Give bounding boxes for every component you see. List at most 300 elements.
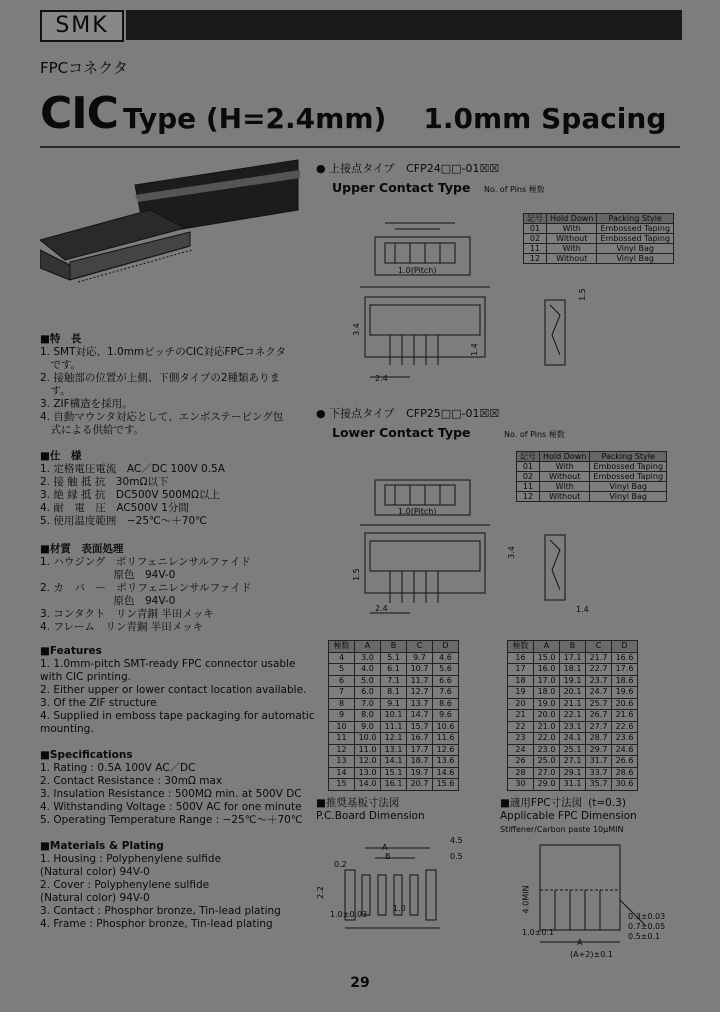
upper-type-en-row xyxy=(332,180,545,195)
table-cell: 4 xyxy=(329,652,355,664)
table-cell: 7.1 xyxy=(381,675,407,687)
table-row xyxy=(517,482,667,492)
table-cell: 27.7 xyxy=(586,721,612,733)
table-cell: 9 xyxy=(329,710,355,722)
table-cell: 17.0 xyxy=(534,675,560,687)
table-cell: 13 xyxy=(329,756,355,768)
table-cell: 25.7 xyxy=(586,698,612,710)
table-cell: 13.6 xyxy=(433,756,459,768)
table-header-cell: A xyxy=(355,641,381,653)
header-bar xyxy=(126,10,682,40)
table-cell: 5.0 xyxy=(355,675,381,687)
table-cell: 12 xyxy=(524,254,547,264)
pcb-title-en: P.C.Board Dimension xyxy=(316,810,425,822)
features-jp-item: 1. SMT対応、1.0mmピッチのCIC対応FPCコネクタ xyxy=(40,346,286,358)
table-cell: 10.1 xyxy=(381,710,407,722)
table-cell: 6.1 xyxy=(381,664,407,676)
table-cell: 20 xyxy=(508,698,534,710)
table-cell: Without xyxy=(540,492,590,502)
table-cell: 16.7 xyxy=(407,733,433,745)
table-cell: 35.7 xyxy=(586,779,612,791)
material-en-item: (Natural color) 94V-0 xyxy=(40,866,150,878)
table-cell: 14 xyxy=(329,767,355,779)
material-en-item: 2. Cover : Polyphenylene sulfide xyxy=(40,879,210,891)
material-jp-heading: ■材質 表面処理 xyxy=(40,543,124,555)
page-title xyxy=(40,88,666,139)
table-cell: 11 xyxy=(329,733,355,745)
table-cell: 4.0 xyxy=(355,664,381,676)
table-cell: 7.0 xyxy=(355,698,381,710)
table-row xyxy=(329,698,459,710)
table-row xyxy=(329,744,459,756)
table-cell: 11 xyxy=(517,482,540,492)
features-jp-item: 2. 接触部の位置が上側、下側タイプの2種類ありま xyxy=(40,372,281,384)
table-cell: Vinyl Bag xyxy=(590,482,667,492)
table-cell: Without xyxy=(547,234,597,244)
pcb-label: 1.0 xyxy=(393,904,406,913)
table-cell: 30.6 xyxy=(612,779,638,791)
table-cell: 28.6 xyxy=(612,767,638,779)
material-en-item: 1. Housing : Polyphenylene sulfide xyxy=(40,853,222,865)
table-row xyxy=(517,472,667,482)
table-cell: 01 xyxy=(517,462,540,472)
table-cell: 20.6 xyxy=(612,698,638,710)
table-cell: 13.7 xyxy=(407,698,433,710)
table-cell: 16 xyxy=(508,652,534,664)
table-cell: 27.0 xyxy=(534,767,560,779)
table-cell: 22.7 xyxy=(586,664,612,676)
table-row xyxy=(508,687,638,699)
table-cell: 31.1 xyxy=(560,779,586,791)
table-cell: Without xyxy=(547,254,597,264)
table-cell: 10.7 xyxy=(407,664,433,676)
fpc-label: 0.3±0.03 xyxy=(628,912,666,921)
material-jp-item: 3. コンタクト リン青銅 半田メッキ xyxy=(40,608,214,620)
table-cell: 11 xyxy=(524,244,547,254)
table-cell: 24.6 xyxy=(612,744,638,756)
table-cell: 19.6 xyxy=(612,687,638,699)
table-cell: 12.7 xyxy=(407,687,433,699)
dimension-table-left xyxy=(328,640,459,791)
table-cell: 16.0 xyxy=(534,664,560,676)
title-type: Type (H=2.4mm) xyxy=(123,102,387,135)
table-cell: With xyxy=(540,482,590,492)
bullet-icon: ● xyxy=(316,407,326,420)
spec-jp-heading: ■仕 様 xyxy=(40,450,82,462)
material-en-heading: ■Materials & Plating xyxy=(40,840,164,852)
spec-jp-item: 1. 定格電圧電流 AC／DC 100V 0.5A xyxy=(40,463,225,475)
table-cell: With xyxy=(540,462,590,472)
table-cell: 12 xyxy=(329,744,355,756)
material-jp-item: 2. カ バ ー ポリフェニレンサルファイド xyxy=(40,582,252,594)
features-jp-item: す。 xyxy=(40,385,71,397)
lower-dim-label: 3.4 xyxy=(506,546,516,559)
table-cell: 17.1 xyxy=(560,652,586,664)
table-header-cell: Packing Style xyxy=(597,214,674,224)
fpc-dimension-title xyxy=(500,797,637,836)
table-row xyxy=(517,492,667,502)
upper-side-view xyxy=(540,295,575,375)
features-jp-item: です。 xyxy=(40,359,82,371)
table-row xyxy=(329,675,459,687)
table-cell: 23.1 xyxy=(560,721,586,733)
spec-jp-item: 4. 耐 電 圧 AC500V 1分間 xyxy=(40,502,189,514)
spec-jp-item: 3. 絶 縁 抵 抗 DC500V 500MΩ以上 xyxy=(40,489,220,501)
pcb-title-jp: ■推奨基板寸法図 xyxy=(316,797,400,809)
table-cell: 18.7 xyxy=(407,756,433,768)
upper-dim-label: 3.4 xyxy=(351,323,361,336)
upper-connector-drawing xyxy=(340,215,520,390)
table-cell: 21.0 xyxy=(534,721,560,733)
table-cell: 8.1 xyxy=(381,687,407,699)
table-cell: 21.6 xyxy=(612,710,638,722)
table-cell: 26.6 xyxy=(612,756,638,768)
lower-connector-drawing xyxy=(340,455,520,625)
table-cell: 5.6 xyxy=(433,664,459,676)
table-row xyxy=(517,462,667,472)
lower-dim-label: 1.4 xyxy=(576,605,589,614)
table-cell: Vinyl Bag xyxy=(597,244,674,254)
table-cell: 17.7 xyxy=(407,744,433,756)
pcb-label: 0.5 xyxy=(450,852,463,861)
lower-type-jp: 下接点タイプ xyxy=(329,407,395,420)
table-row xyxy=(329,733,459,745)
title-spacing: 1.0mm Spacing xyxy=(423,102,667,135)
table-cell: 29.1 xyxy=(560,767,586,779)
title-series: CIC xyxy=(40,88,118,139)
table-row xyxy=(524,224,674,234)
spec-jp-item: 2. 接 触 抵 抗 30mΩ以下 xyxy=(40,476,169,488)
table-cell: 21.1 xyxy=(560,698,586,710)
table-cell: 3.0 xyxy=(355,652,381,664)
features-en-item: 2. Either upper or lower contact location available. xyxy=(40,684,307,696)
table-header-cell: C xyxy=(407,641,433,653)
table-row xyxy=(329,756,459,768)
upper-packing-table xyxy=(523,213,674,264)
table-row xyxy=(508,698,638,710)
upper-type-title xyxy=(316,160,499,176)
material-jp-item: 1. ハウジング ポリフェニレンサルファイド xyxy=(40,556,251,568)
material-jp-item: 原色 94V-0 xyxy=(40,569,176,581)
table-cell: 4.6 xyxy=(433,652,459,664)
table-row xyxy=(329,687,459,699)
table-cell: 18 xyxy=(508,675,534,687)
table-cell: 7.6 xyxy=(433,687,459,699)
features-jp-heading: ■特 長 xyxy=(40,333,82,345)
pcb-dimension-drawing xyxy=(320,830,490,940)
table-cell: 8 xyxy=(329,698,355,710)
table-row xyxy=(508,675,638,687)
spec-en-item: 4. Withstanding Voltage : 500V AC for one minute xyxy=(40,801,302,813)
table-cell: 22.0 xyxy=(534,733,560,745)
table-cell: 11.7 xyxy=(407,675,433,687)
table-row xyxy=(329,710,459,722)
table-cell: 24 xyxy=(508,744,534,756)
table-cell: 15.0 xyxy=(534,652,560,664)
table-cell: 11.0 xyxy=(355,744,381,756)
fpc-title-en: Applicable FPC Dimension xyxy=(500,810,637,822)
table-header-cell: Packing Style xyxy=(590,452,667,462)
title-divider xyxy=(40,146,680,148)
pcb-label: A xyxy=(382,843,388,852)
table-cell: 02 xyxy=(524,234,547,244)
table-cell: 9.6 xyxy=(433,710,459,722)
table-header-row xyxy=(329,641,459,653)
spec-en-item: 2. Contact Resistance : 30mΩ max xyxy=(40,775,223,787)
table-row xyxy=(508,756,638,768)
upper-type-jp: 上接点タイプ xyxy=(329,162,395,175)
table-cell: 02 xyxy=(517,472,540,482)
table-cell: 14.6 xyxy=(433,767,459,779)
table-cell: 27.1 xyxy=(560,756,586,768)
table-cell: 22 xyxy=(508,721,534,733)
pcb-label: 1.0±0.03 xyxy=(330,910,368,919)
table-header-cell: A xyxy=(534,641,560,653)
pcb-label: 2.2 xyxy=(315,886,325,899)
table-header-cell: 記号 xyxy=(524,214,547,224)
fpc-label: 1.0±0.1 xyxy=(522,928,555,937)
table-cell: 10 xyxy=(329,721,355,733)
table-cell: 11.1 xyxy=(381,721,407,733)
table-header-cell: Hold Down xyxy=(540,452,590,462)
table-cell: 23 xyxy=(508,733,534,745)
table-header-cell: B xyxy=(381,641,407,653)
lower-dim-label: 2.4 xyxy=(375,604,388,613)
features-jp-item: 式による供給です。 xyxy=(40,424,145,436)
table-row xyxy=(329,721,459,733)
fpc-title-jp: ■適用FPC寸法図 xyxy=(500,797,583,809)
table-cell: 9.0 xyxy=(355,721,381,733)
table-row xyxy=(508,744,638,756)
features-en-item: 4. Supplied in emboss tape packaging for automatic xyxy=(40,710,315,722)
features-en-item: with CIC printing. xyxy=(40,671,131,683)
table-cell: 13.0 xyxy=(355,767,381,779)
smk-logo: SMK xyxy=(40,10,124,42)
table-header-cell: D xyxy=(433,641,459,653)
features-en-item: 3. Of the ZIF structure xyxy=(40,697,157,709)
table-header-cell: 極数 xyxy=(329,641,355,653)
upper-part-number: CFP24□□-01☒☒ xyxy=(406,162,500,175)
spec-en-item: 1. Rating : 0.5A 100V AC／DC xyxy=(40,762,196,774)
dimension-table-right xyxy=(507,640,638,791)
table-cell: 19 xyxy=(508,687,534,699)
table-cell: 33.7 xyxy=(586,767,612,779)
table-row xyxy=(329,779,459,791)
pcb-label: 0.2 xyxy=(334,860,347,869)
table-cell: 6.0 xyxy=(355,687,381,699)
fpc-stiffener-note: Stiffener/Carbon paste 10μMIN xyxy=(500,825,624,834)
table-cell: Embossed Taping xyxy=(590,472,667,482)
spec-jp-item: 5. 使用温度範囲 −25℃～＋70℃ xyxy=(40,515,207,527)
table-cell: Embossed Taping xyxy=(590,462,667,472)
table-cell: 26.7 xyxy=(586,710,612,722)
table-cell: 23.6 xyxy=(612,733,638,745)
table-cell: 19.7 xyxy=(407,767,433,779)
lower-dim-label: 1.5 xyxy=(351,568,361,581)
table-cell: 16.1 xyxy=(381,779,407,791)
table-row xyxy=(508,652,638,664)
features-en xyxy=(40,645,315,736)
pcb-dimension-title xyxy=(316,797,425,823)
table-cell: 10.0 xyxy=(355,733,381,745)
upper-dim-label: 1.4 xyxy=(469,343,479,356)
spec-en-heading: ■Specifications xyxy=(40,749,133,761)
table-cell: 10.6 xyxy=(433,721,459,733)
table-row xyxy=(329,664,459,676)
table-row xyxy=(329,767,459,779)
table-cell: 12 xyxy=(517,492,540,502)
features-en-item: 1. 1.0mm-pitch SMT-ready FPC connector usable xyxy=(40,658,296,670)
spec-en-item: 5. Operating Temperature Range : −25℃～＋70℃ xyxy=(40,814,303,826)
table-cell: 20.7 xyxy=(407,779,433,791)
fpc-label: A xyxy=(577,938,583,947)
table-cell: 6.6 xyxy=(433,675,459,687)
connector-photo xyxy=(40,150,300,320)
table-row xyxy=(508,721,638,733)
table-cell: 30 xyxy=(508,779,534,791)
table-row xyxy=(508,767,638,779)
table-row xyxy=(508,779,638,791)
product-category: FPCコネクタ xyxy=(40,59,128,77)
table-cell: 31.7 xyxy=(586,756,612,768)
table-cell: 15.6 xyxy=(433,779,459,791)
table-cell: 14.7 xyxy=(407,710,433,722)
table-cell: 9.7 xyxy=(407,652,433,664)
table-row xyxy=(329,652,459,664)
table-cell: 18.0 xyxy=(534,687,560,699)
upper-dim-label: 1.5 xyxy=(577,288,587,301)
lower-side-view xyxy=(540,530,575,610)
fpc-label: 4.0MIN xyxy=(521,885,531,914)
table-cell: 23.0 xyxy=(534,744,560,756)
table-cell: 5.1 xyxy=(381,652,407,664)
table-header-cell: D xyxy=(612,641,638,653)
table-cell: Embossed Taping xyxy=(597,234,674,244)
table-cell: 18.1 xyxy=(560,664,586,676)
table-cell: 21.7 xyxy=(586,652,612,664)
table-cell: 15.1 xyxy=(381,767,407,779)
table-cell: 15 xyxy=(329,779,355,791)
table-cell: 22.6 xyxy=(612,721,638,733)
spec-en xyxy=(40,749,303,827)
table-row xyxy=(524,234,674,244)
table-cell: 12.6 xyxy=(433,744,459,756)
table-cell: 26 xyxy=(508,756,534,768)
lower-type-en: Lower Contact Type xyxy=(332,425,471,440)
page-number: 29 xyxy=(350,975,370,991)
upper-pitch-label: 1.0(Pitch) xyxy=(398,266,437,275)
upper-pins-note: No. of Pins 極数 xyxy=(483,185,545,194)
features-jp xyxy=(40,333,286,437)
material-en-item: (Natural color) 94V-0 xyxy=(40,892,150,904)
table-cell: 18.6 xyxy=(612,675,638,687)
table-cell: 25.0 xyxy=(534,756,560,768)
table-cell: 11.6 xyxy=(433,733,459,745)
table-header-row xyxy=(508,641,638,653)
table-header-cell: Hold Down xyxy=(547,214,597,224)
material-en-item: 4. Frame : Phosphor bronze, Tin-lead plating xyxy=(40,918,273,930)
table-cell: 5 xyxy=(329,664,355,676)
fpc-thickness-note: (t=0.3) xyxy=(588,797,626,809)
table-cell: 19.1 xyxy=(560,675,586,687)
table-cell: 28.7 xyxy=(586,733,612,745)
pcb-label: 4.5 xyxy=(450,836,463,845)
material-jp-item: 4. フレーム リン青銅 半田メッキ xyxy=(40,621,204,633)
material-en-item: 3. Contact : Phosphor bronze, Tin-lead plating xyxy=(40,905,281,917)
table-row xyxy=(508,664,638,676)
pcb-label: B xyxy=(385,852,391,861)
bullet-icon: ● xyxy=(316,162,326,175)
table-cell: 7 xyxy=(329,687,355,699)
table-cell: Vinyl Bag xyxy=(590,492,667,502)
lower-type-title xyxy=(316,405,499,421)
upper-dim-label: 2.4 xyxy=(375,374,388,383)
table-cell: Without xyxy=(540,472,590,482)
table-cell: 14.0 xyxy=(355,779,381,791)
table-header-row xyxy=(524,214,674,224)
fpc-label: (A+2)±0.1 xyxy=(570,950,613,959)
table-cell: 28 xyxy=(508,767,534,779)
table-row xyxy=(508,710,638,722)
features-en-item: mounting. xyxy=(40,723,94,735)
features-jp-item: 3. ZIF構造を採用。 xyxy=(40,398,133,410)
lower-pitch-label: 1.0(Pitch) xyxy=(398,507,437,516)
table-cell: 12.1 xyxy=(381,733,407,745)
material-en xyxy=(40,840,281,931)
table-cell: 14.1 xyxy=(381,756,407,768)
table-cell: Embossed Taping xyxy=(597,224,674,234)
table-row xyxy=(508,733,638,745)
table-cell: 8.0 xyxy=(355,710,381,722)
table-cell: With xyxy=(547,244,597,254)
lower-part-number: CFP25□□-01☒☒ xyxy=(406,407,500,420)
table-header-cell: 記号 xyxy=(517,452,540,462)
table-cell: 29.7 xyxy=(586,744,612,756)
table-cell: 6 xyxy=(329,675,355,687)
table-row xyxy=(524,254,674,264)
fpc-label: 0.5±0.1 xyxy=(628,932,661,941)
table-cell: 01 xyxy=(524,224,547,234)
table-cell: 9.1 xyxy=(381,698,407,710)
table-cell: Vinyl Bag xyxy=(597,254,674,264)
spec-jp xyxy=(40,450,225,528)
table-cell: 15.7 xyxy=(407,721,433,733)
table-cell: 22.1 xyxy=(560,710,586,722)
table-cell: 20.0 xyxy=(534,710,560,722)
table-cell: 23.7 xyxy=(586,675,612,687)
table-cell: 16.6 xyxy=(612,652,638,664)
table-cell: 19.0 xyxy=(534,698,560,710)
features-jp-item: 4. 自動マウンタ対応として、エンボステーピング包 xyxy=(40,411,284,423)
lower-packing-table xyxy=(516,451,667,502)
table-header-cell: 極数 xyxy=(508,641,534,653)
table-cell: 8.6 xyxy=(433,698,459,710)
table-header-row xyxy=(517,452,667,462)
table-cell: 17.6 xyxy=(612,664,638,676)
table-cell: 20.1 xyxy=(560,687,586,699)
table-cell: With xyxy=(547,224,597,234)
material-jp-item: 原色 94V-0 xyxy=(40,595,176,607)
features-en-heading: ■Features xyxy=(40,645,102,657)
lower-pins-note: No. of Pins 極数 xyxy=(504,430,565,439)
table-row xyxy=(524,244,674,254)
table-cell: 24.1 xyxy=(560,733,586,745)
fpc-label: 0.7±0.05 xyxy=(628,922,666,931)
spec-en-item: 3. Insulation Resistance : 500MΩ min. at 500V DC xyxy=(40,788,302,800)
table-cell: 24.7 xyxy=(586,687,612,699)
lower-type-en-row xyxy=(332,425,565,440)
table-cell: 12.0 xyxy=(355,756,381,768)
